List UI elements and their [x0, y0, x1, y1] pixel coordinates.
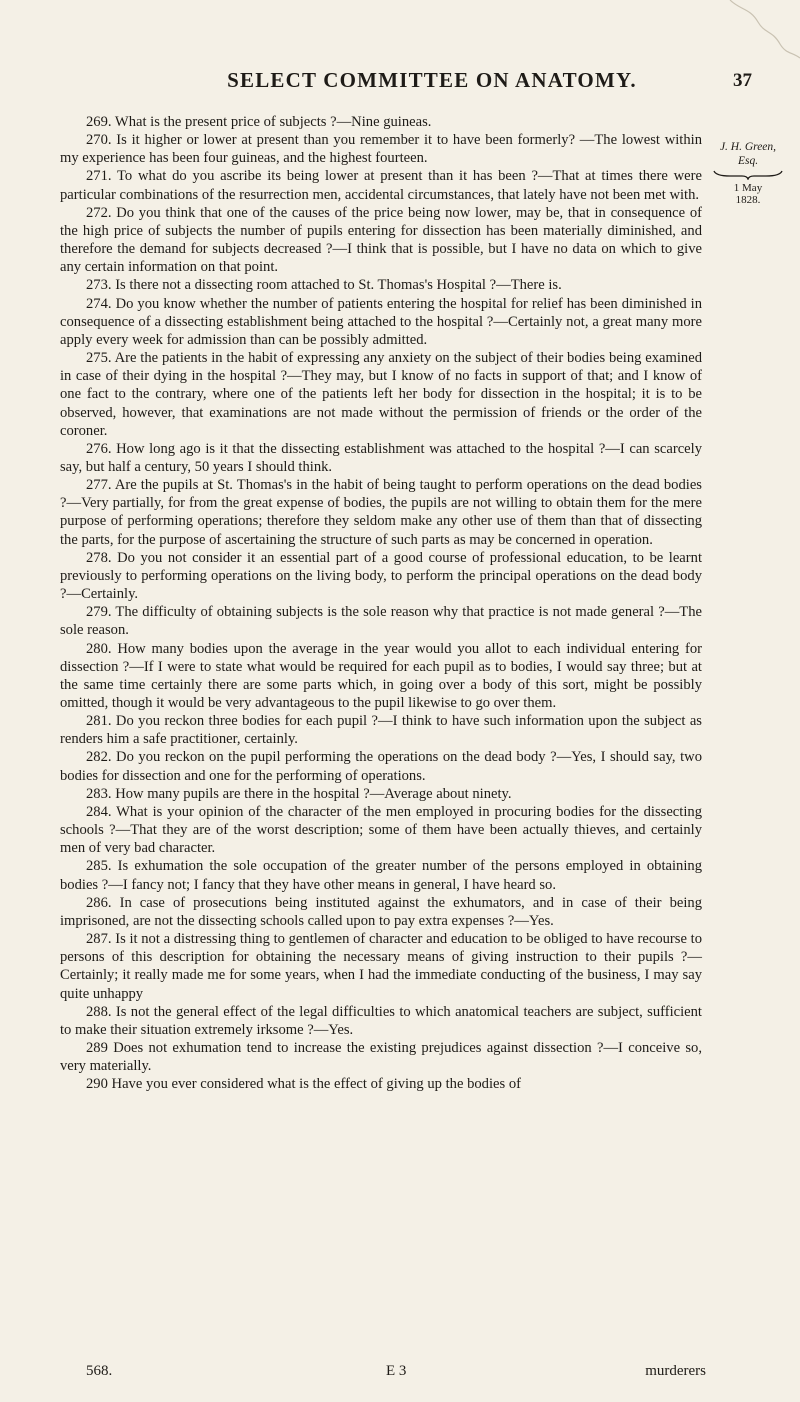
witness-name: J. H. Green,	[719, 141, 777, 153]
brace-icon	[712, 170, 784, 180]
question-278: 278. Do you not consider it an essential part of a good course of professional education, to be learnt previously to performing operations on the living body, to perform the principal operations on the dead body ?—Certainly.	[60, 549, 702, 603]
question-289: 289 Does not exhumation tend to increase the existing prejudices against dissection ?—I conceive so, very materially.	[60, 1039, 702, 1075]
question-274: 274. Do you know whether the number of patients entering the hospital for relief has been diminished in consequence of a dissecting establishment being attached to the hospital ?—Certainly not, a great many more apply every week for admission than can be possibly admitted.	[60, 295, 702, 348]
page-number: 37	[733, 70, 752, 91]
question-271: 271. To what do you ascribe its being lower at present than it has been ?—That at times there were particular combinations of the resurrection men, accidental circumstances, that lately have not been met with.	[60, 168, 702, 203]
question-290: 290 Have you ever considered what is the effect of giving up the bodies of	[86, 1076, 521, 1093]
footer-catchword: murderers	[645, 1363, 706, 1379]
question-269: 269. What is the present price of subjects ?—Nine guineas.	[86, 114, 432, 130]
question-288: 288. Is not the general effect of the legal difficulties to which anatomical teachers are subject, sufficient to make their situation extremely irksome ?—Yes.	[60, 1003, 702, 1038]
question-283: 283. How many pupils are there in the hospital ?—Average about ninety.	[86, 785, 512, 802]
question-284: 284. What is your opinion of the character of the men employed in procuring bodies for the dissecting schools ?—That they are of the worst description; some of them have been actually thieves, and certainly men of very bad character.	[60, 803, 702, 857]
torn-corner-mark	[710, 0, 800, 60]
date-year: 1828.	[735, 194, 761, 206]
question-276: 276. How long ago is it that the dissecting establishment was attached to the hospital ?—I can scarcely say, but half a century, 50 years I should think.	[60, 440, 702, 475]
question-281: 281. Do you reckon three bodies for each pupil ?—I think to have such information upon the subject as renders him a safe practitioner, certainly.	[60, 713, 702, 748]
page-footer	[86, 1363, 706, 1385]
running-title: SELECT COMMITTEE ON ANATOMY.	[227, 68, 637, 92]
question-285: 285. Is exhumation the sole occupation of the greater number of the persons employed in obtaining bodies ?—I fancy not; I fancy that they have other means in general, I have heard so.	[60, 858, 702, 893]
question-287: 287. Is it not a distressing thing to gentlemen of character and education to be obliged to have recourse to persons of this description for obtaining the necessary means of giving instruction to their pupils ?—Certainly; it really made me for some years, when I had the immediate conducting of the business, I may say quite unhappy	[60, 931, 702, 1002]
margin-note	[708, 140, 788, 206]
testimony-body	[60, 113, 702, 1093]
date-day: 1 May	[733, 182, 763, 194]
question-270: 270. Is it higher or lower at present than you remember it to have been formerly? —The lowest within my experience has been four guineas, and the highest fourteen.	[60, 132, 702, 167]
footer-signature-mark: E 3	[386, 1363, 407, 1379]
question-279: 279. The difficulty of obtaining subjects is the sole reason why that practice is not made general ?—The sole reason.	[60, 604, 702, 639]
running-head	[112, 68, 752, 102]
question-272: 272. Do you think that one of the causes of the price being now lower, may be, that in consequence of the high price of subjects the number of pupils entering for dissection has been materially diminished, and therefore the demand for subjects decreased ?—I think that is possible, but I have no data on which to give any certain information on that point.	[60, 204, 702, 276]
question-277: 277. Are the pupils at St. Thomas's in the habit of being taught to perform operations on the dead bodies ?—Very partially, for from the great expense of bodies, the pupils are not willing to obtain them for the mere purpose of performing operations; therefore they seldom make any other use of them than that of dissecting the parts, for the purpose of ascertaining the structure of such parts as may be concerned in operation.	[60, 477, 702, 548]
witness-title: Esq.	[737, 155, 759, 167]
question-273: 273. Is there not a dissecting room attached to St. Thomas's Hospital ?—There is.	[86, 277, 562, 294]
footer-sheet-number: 568.	[86, 1363, 113, 1379]
question-282: 282. Do you reckon on the pupil performing the operations on the dead body ?—Yes, I should say, two bodies for dissection and one for the performing of operations.	[60, 749, 702, 784]
question-275: 275. Are the patients in the habit of expressing any anxiety on the subject of their bodies being examined in case of their dying in the hospital ?—They may, but I know of no facts in support of that; and I know of one fact to the contrary, where one of the patients left her body for dissection in the hospital; it is to be observed, however, that examinations are not made without the permission of friends or the order of the coroner.	[60, 350, 702, 439]
question-280: 280. How many bodies upon the average in the year would you allot to each individual entering for dissection ?—If I were to state what would be required for each pupil as to bodies, I would say three; but at the same time certainly there are some parts which, in going over a body of this sort, might be possibly omitted, though it would be very advantageous to the pupil likewise to go over them.	[60, 640, 702, 711]
question-286: 286. In case of prosecutions being instituted against the exhumators, and in case of their being imprisoned, are not the dissecting schools called upon to pay extra expenses ?—Yes.	[60, 894, 702, 929]
